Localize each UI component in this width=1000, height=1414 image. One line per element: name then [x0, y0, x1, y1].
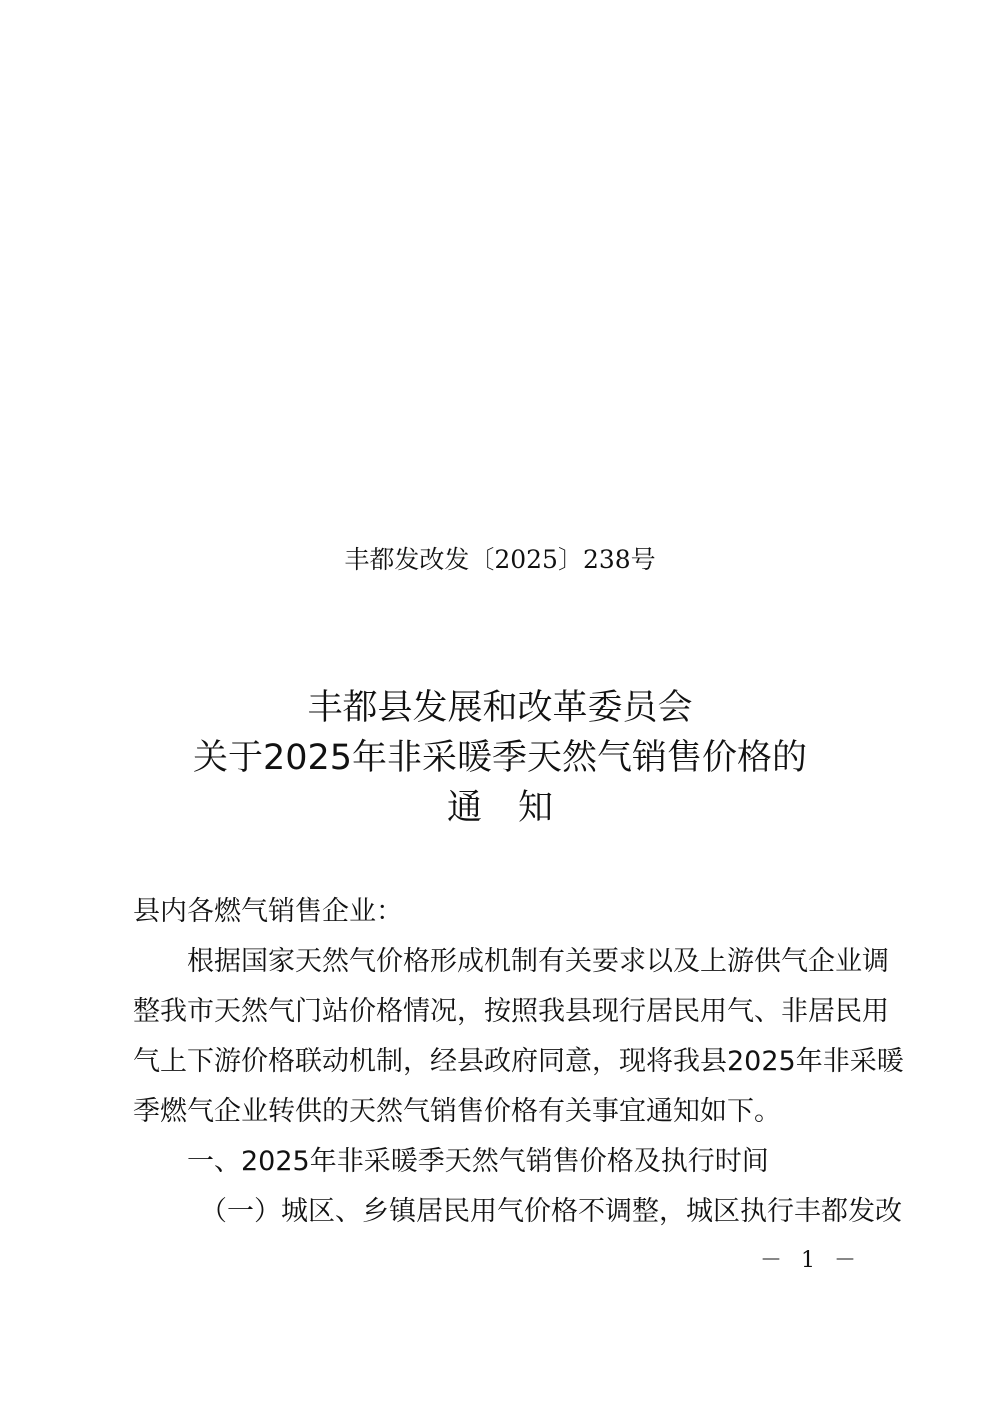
title-notice-char-1: 通	[446, 788, 482, 828]
salutation: 县内各燃气销售企业：	[133, 896, 403, 927]
page-number: － 1 －	[760, 1248, 862, 1273]
body-line-3: 气上下游价格联动机制，经县政府同意，现将我县2025年非采暖	[133, 1046, 904, 1077]
title-notice-char-2: 知	[518, 788, 554, 828]
section-heading-1: 一、2025年非采暖季天然气销售价格及执行时间	[187, 1146, 769, 1177]
title-subject: 关于2025年非采暖季天然气销售价格的	[192, 738, 808, 778]
body-line-4: 季燃气企业转供的天然气销售价格有关事宜通知如下。	[133, 1096, 781, 1127]
body-line-1: 根据国家天然气价格形成机制有关要求以及上游供气企业调	[187, 946, 889, 977]
title-issuer: 丰都县发展和改革委员会	[307, 688, 693, 728]
body-line-2: 整我市天然气门站价格情况，按照我县现行居民用气、非居民用	[133, 996, 889, 1027]
title-notice	[0, 783, 1000, 833]
document-number: 丰都发改发〔2025〕238号	[344, 545, 656, 574]
subsection-line-1: （一）城区、乡镇居民用气价格不调整，城区执行丰都发改	[200, 1196, 902, 1227]
